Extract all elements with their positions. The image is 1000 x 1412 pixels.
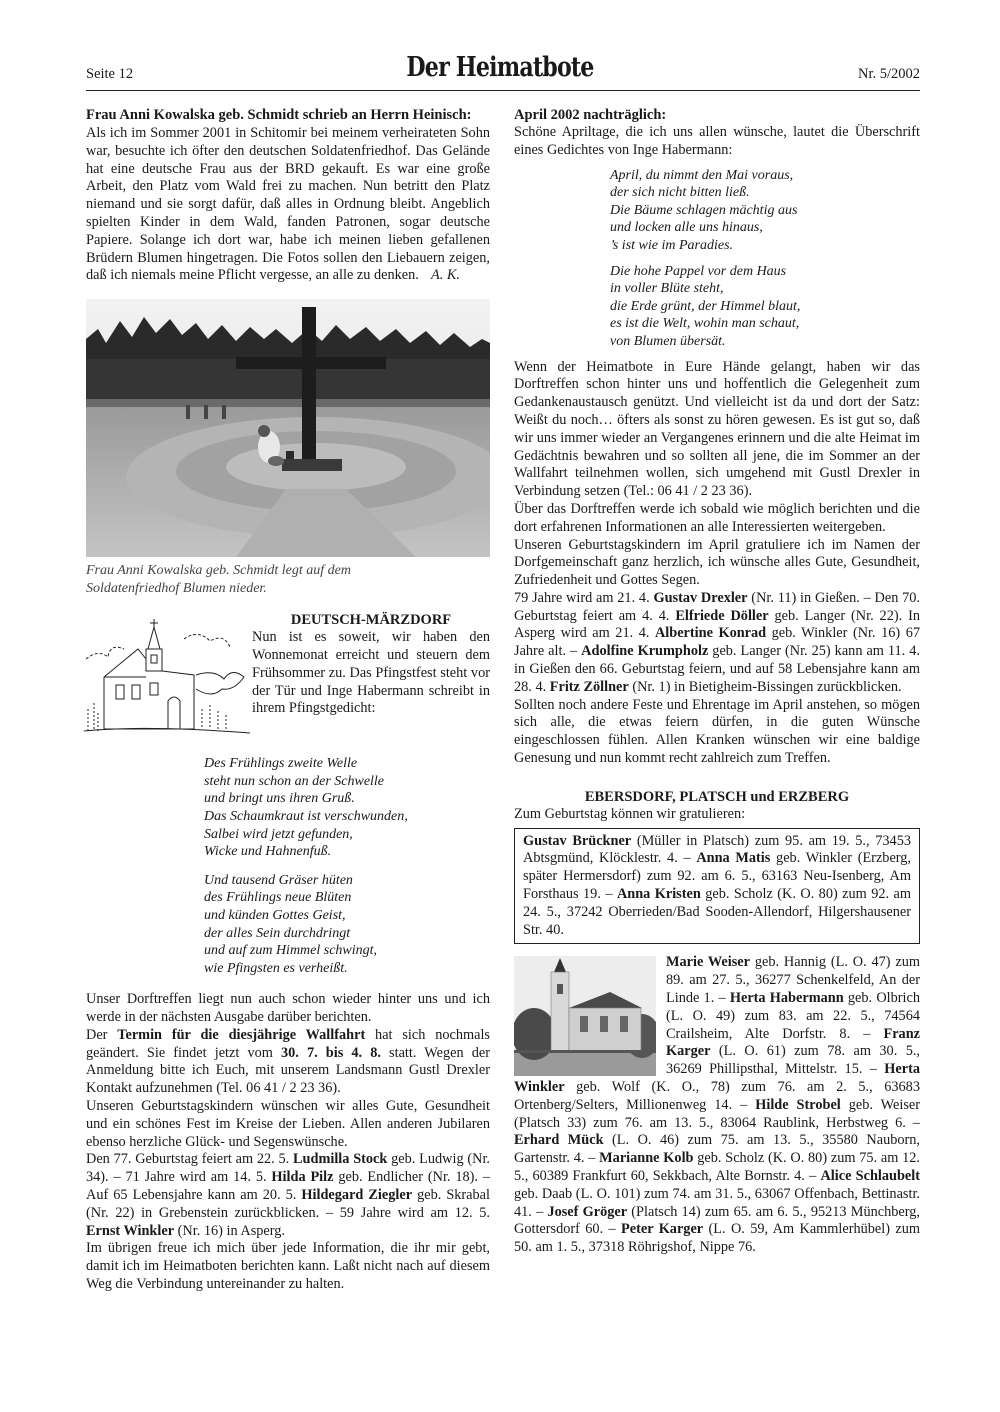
poem-line: es ist die Welt, wohin man schaut,: [610, 316, 800, 332]
poem-line: Die Bäume schlagen mächtig aus: [610, 202, 798, 218]
header-rule: [86, 90, 920, 91]
paragraph-dorftreffen: Unser Dorftreffen liegt nun auch schon wieder hinter uns und ich werde in der nächsten Ausgabe darüber berichten.: [86, 991, 490, 1026]
right-column: [514, 106, 920, 1257]
poem-line: Und tausend Gräser hüten: [204, 872, 353, 888]
paragraph-april-birthdays: Unseren Geburtstagskindern im April gratuliere ich im Namen der Dorfgemeinschaft ganz herzlich, ich wünsche alles Gute, Gesundheit, Zufriedenheit und Gottes Segen.: [514, 536, 920, 589]
cemetery-photo-image: [86, 299, 490, 557]
poem-line: und auf zum Himmel schwingt,: [204, 943, 378, 959]
masthead: Der Heimatbote: [406, 52, 594, 83]
church-photo-image: [514, 956, 656, 1076]
birthday-box-text: Gustav Brückner (Müller in Platsch) zum 95. am 19. 5., 73453 Abtsgmünd, Klöcklestr. 4. – Anna Matis geb. Winkler (Erzberg, später Hermersdorf) zum 92. am 6. 5., 63163 Neu-Isenberg, Am Forsthaus 19. – Anna Kristen geb. Scholz (K. O. 80) zum 92. am 24. 5., 37242 Oberrieden/Bad Sooden-Allendorf, Hilgershausener Str. 40.: [523, 832, 912, 938]
paragraph-wallfahrt-termin: Der Termin für die diesjährige Wallfahrt hat sich nochmals geändert. Sie findet jetzt vom 30. 7. bis 4. 8. statt. Wegen der Anmeldung bitte ich Euch, mit unserem Landsmann Gustl Drexler Kontakt aufzunehmen (Tel. 06 41 / 2 23 36).: [86, 1026, 490, 1097]
poem-line: Salbei wird jetzt gefunden,: [204, 826, 353, 842]
pentecost-poem-stanza-1: [204, 755, 490, 861]
photo-caption: Frau Anni Kowalska geb. Schmidt legt auf dem Soldatenfriedhof Blumen nieder.: [86, 563, 351, 596]
april-title: April 2002 nachträglich:: [514, 107, 667, 123]
paragraph-heimatbote: Wenn der Heimatbote in Eure Hände gelangt, haben wir das Dorftreffen schon hinter uns und hoffentlich die Gelegenheit zum Gedankenaustausch genützt. Und vielleicht ist da und dort der Satz: Weißt du noch… öfters als sonst zu hören gewesen. Es ist gut so, daß wir uns immer wieder an Vergangenes erinnern und die alte Heimat im Gedächtnis bewahren und so sollten all jene, die im Sommer an der Wallfahrt teilnehmen wollen, sich umgehend mit Gustl Drexler in Verbindung setzen (Tel.: 06 41 / 2 23 36).: [514, 358, 920, 500]
poem-line: des Frühlings neue Blüten: [204, 890, 352, 906]
pentecost-poem-stanza-2: [204, 872, 490, 978]
paragraph-birthday-wishes: Unseren Geburtstagskindern wünschen wir alles Gute, Gesundheit und ein schönes Fest im Kreise der Lieben. Allen anderen Jubilaren ebenso herzliche Glück- und Segenswünsche.: [86, 1098, 490, 1150]
kowalska-title: Frau Anni Kowalska geb. Schmidt schrieb an Herrn Heinisch:: [86, 107, 472, 123]
kowalska-body: Als ich im Sommer 2001 in Schitomir bei meinem verheirateten Sohn war, besuchte ich öfter den deutschen Soldatenfriedhof. Das Gelände hat eine deutsche Frau aus der BRD gekauft. Es war eine große Arbeit, den Platz vom Wald frei zu machen. Nun betritt den Platz niemand und sie sorgt dafür, daß alles in Ordnung bleibt. Angeblich spielten Kinder in dem Wald, fanden Patronen, sogar deutsche Papiere. Solange ich dort war, habe ich meinen lieben gefallenen Brüdern Blumen hingetragen. Die Fotos sollen den Liebauern zeigen, daß ich niemals meine Pflicht vergesse, an alle zu denken. A. K.: [86, 125, 490, 284]
poem-line: Die hohe Pappel vor dem Haus: [610, 263, 787, 279]
birthday-box: [514, 828, 920, 945]
poem-line: die Erde grünt, der Himmel blaut,: [610, 298, 801, 314]
paragraph-april-list: 79 Jahre wird am 21. 4. Gustav Drexler (Nr. 11) in Gießen. – Den 70. Geburtstag feiert am 4. 4. Elfriede Döller geb. Langer (Nr. 22). In Asperg wird am 21. 4. Albertine Konrad geb. Winkler (Nr. 16) 67 Jahre alt. – Adolfine Krumpholz geb. Langer (Nr. 25) kann am 11. 4. in Gießen den 66. Geburtstag feiern, und auf 58 Lebensjahre kann am 28. 4. Fritz Zöllner (Nr. 1) in Bietigheim-Bissingen zurückblicken.: [514, 589, 920, 695]
poem-line: und bringt uns ihren Gruß.: [204, 791, 355, 807]
paragraph-birthdays-may: Den 77. Geburtstag feiert am 22. 5. Ludmilla Stock geb. Ludwig (Nr. 34). – 71 Jahre wird am 14. 5. Hilda Pilz geb. Endlicher (Nr. 18). – Auf 65 Lebensjahre kann am 20. 5. Hildegard Ziegler geb. Skrabal (Nr. 22) in Grebenstein zurückblicken. – 59 Jahre wird am 12. 5. Ernst Winkler (Nr. 16) in Asperg.: [86, 1151, 491, 1239]
left-column: [86, 106, 490, 1294]
poem-line: der sich nicht bitten ließ.: [610, 185, 750, 201]
church-photo: [514, 956, 656, 1076]
page-number: Seite 12: [86, 66, 134, 82]
poem-line: April, du nimmt den Mai voraus,: [610, 167, 794, 183]
church-sketch-icon: [84, 619, 250, 743]
poem-line: wie Pfingsten es verheißt.: [204, 960, 348, 976]
deutsch-maerzdorf-title: DEUTSCH-MÄRZDORF: [290, 612, 452, 629]
poem-line: von Blumen übersät.: [610, 333, 726, 349]
kowalska-signature: A. K.: [431, 267, 460, 284]
poem-line: und künden Gottes Geist,: [204, 907, 346, 923]
paragraph-ebersdorf-birthdays: Marie Weiser geb. Hannig (L. O. 47) zum 89. am 27. 5., 36277 Schenkelfeld, An der Linde 1. – Herta Habermann geb. Olbrich (L. O. 49) zum 83. am 22. 5., 74564 Crailsheim, Alte Dorfstr. 8. – Franz Karger (L. O. 61) zum 78. am 30. 5., 36269 Phillipsthal, Mittelstr. 15. – Herta Winkler geb. Wolf (K. O., 78) zum 76. am 2. 5., 63683 Ortenberg/Selters, Millionenweg 14. – Hilde Strobel geb. Weiser (Platsch 33) zum 76. am 13. 5., 83064 Raublink, Herbstweg 6. – Erhard Mück (L. O. 46) zum 75. am 13. 5., 35580 Nauborn, Gartenstr. 4. – Marianne Kolb geb. Scholz (K. O. 80) zum 75. am 12. 5., 60389 Frankfurt 60, Sekkbach, Alte Bornstr. 4. – Alice Schlaubelt geb. Daab (L. O. 101) zum 74. am 31. 5., 63067 Offenbach, Bettinastr. 41. – Josef Gröger (Platsch 14) zum 65. am 6. 5., 95213 Münchberg, Gottersdorf 60. – Peter Karger (L. O. 59, Am Kammlerhübel) zum 50. am 1. 5., 37318 Röhrigshof, Nippe 76.: [514, 954, 921, 1256]
poem-line: Wicke und Hahnenfuß.: [204, 844, 332, 860]
poem-line: in voller Blüte steht,: [610, 281, 724, 297]
cemetery-photo: [86, 299, 490, 557]
poem-line: und locken alle uns hinaus,: [610, 220, 763, 236]
poem-line: steht nun schon an der Schwelle: [204, 773, 385, 789]
poem-line: ’s ist wie im Paradies.: [610, 237, 734, 253]
deutsch-maerzdorf-intro: Nun ist es soweit, wir haben den Wonnemonat erreicht und steuern dem Frühsommer zu. Das Pfingstfest steht vor der Tür und Inge Habermann schreibt in ihrem Pfingstgedicht:: [252, 629, 490, 717]
april-poem-stanza-2: [610, 263, 920, 351]
april-intro: Schöne Apriltage, die ich uns allen wünsche, lautet die Überschrift eines Gedichtes von Inge Habermann:: [514, 124, 920, 158]
paragraph-other-celebrations: Sollten noch andere Feste und Ehrentage im April anstehen, so mögen sich alle, die etwas feiern dürfen, in die guten Wünsche eingeschlossen fühlen. Allen Kranken wünschen wir eine baldige Genesung und nun kommt recht zahlreich zum Treffen.: [514, 696, 920, 767]
poem-line: Des Frühlings zweite Welle: [204, 756, 358, 772]
poem-line: Das Schaumkraut ist verschwunden,: [204, 808, 408, 824]
issue-number: Nr. 5/2002: [857, 66, 920, 82]
april-poem-stanza-1: [610, 167, 920, 255]
poem-line: der alles Sein durchdringt: [204, 925, 351, 941]
ebersdorf-intro: Zum Geburtstag können wir gratulieren:: [514, 805, 746, 822]
ebersdorf-title: EBERSDORF, PLATSCH und ERZBERG: [584, 788, 850, 805]
paragraph-report: Über das Dorftreffen werde ich sobald wie möglich berichten und die dort erfahrenen Informationen an alle Interessierten weitergeben.: [514, 500, 920, 535]
paragraph-closing: Im übrigen freue ich mich über jede Information, die ihr mir gebt, damit ich im Heimatboten berichten kann. Laßt nicht nach auf diesem Weg die Verbindung untereinander zu halten.: [86, 1240, 490, 1293]
